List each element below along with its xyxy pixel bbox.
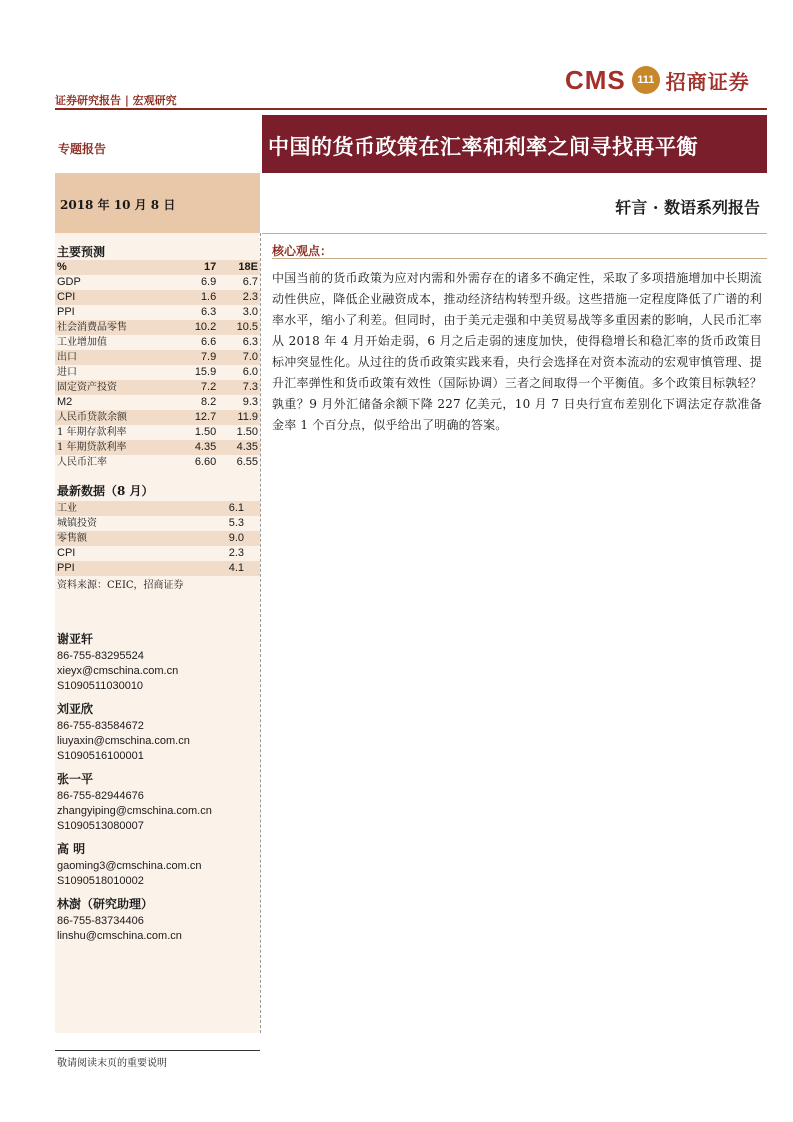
value-2018e: 2.3 (218, 290, 260, 305)
analyst-contact: 86-755-82944676 (57, 790, 144, 802)
value-2017: 6.3 (200, 306, 217, 318)
table-row (55, 440, 260, 455)
row-value: 6.1 (172, 501, 260, 516)
table-row (55, 305, 260, 320)
value-2018e: 6.7 (242, 276, 258, 288)
row-label: 进口 (57, 367, 77, 378)
row-value: 4.1 (172, 561, 260, 576)
analyst-contact: gaoming3@cmschina.com.cn (57, 860, 202, 872)
analyst-contact: S1090516100001 (57, 750, 144, 762)
series-divider (262, 233, 767, 234)
analyst-entry (57, 702, 212, 764)
table-row (55, 320, 260, 335)
row-label: 工业 (55, 501, 172, 516)
analyst-name: 张一平 (57, 772, 94, 786)
core-view-divider (272, 258, 767, 259)
table-row (55, 275, 260, 290)
analyst-contact: 86-755-83295524 (57, 650, 144, 662)
row-label: 固定资产投资 (55, 380, 177, 395)
value-2018e: 6.0 (242, 366, 258, 378)
table-row (55, 395, 260, 410)
row-label: 出口 (55, 350, 177, 365)
value-2018e: 3.0 (242, 306, 258, 318)
column-header: 17 (177, 260, 219, 275)
logo-chinese: 招商证券 (665, 69, 750, 94)
analyst-contact: S1090513080007 (57, 820, 144, 832)
table-row (55, 546, 260, 561)
analyst-name: 林澍（研究助理） (57, 897, 154, 911)
report-category-label: 证券研究报告 | 宏观研究 (55, 94, 177, 107)
logo-latin: CMS (565, 64, 626, 95)
row-label: 零售额 (55, 531, 172, 546)
cms-logo (565, 62, 750, 98)
row-label: CPI (57, 547, 76, 559)
column-header: 18E (218, 260, 260, 275)
analyst-block (57, 632, 212, 952)
title-bar (262, 115, 767, 173)
footer-divider (55, 1050, 260, 1051)
table-row (55, 410, 260, 425)
value-2017: 15.9 (194, 366, 217, 378)
data-source: 资料来源：CEIC，招商证券 (57, 580, 184, 591)
value-2017: 7.2 (177, 380, 219, 395)
row-value: 2.3 (228, 547, 244, 559)
row-label: 城镇投资 (57, 518, 97, 529)
latest-table (55, 501, 260, 576)
table-row (55, 501, 260, 516)
value-2018e: 6.3 (242, 336, 258, 348)
table-row (55, 425, 260, 440)
value-2017: 12.7 (177, 410, 219, 425)
table-row (55, 290, 260, 305)
analyst-contact: 86-755-83584672 (57, 720, 144, 732)
analyst-contact: xieyx@cmschina.com.cn (57, 665, 179, 677)
footer-note: 敬请阅读末页的重要说明 (57, 1058, 167, 1069)
analyst-entry (57, 772, 212, 834)
report-type: 专题报告 (58, 142, 107, 156)
header-divider (55, 108, 767, 110)
value-2017: 8.2 (200, 396, 217, 408)
value-2018e: 4.35 (218, 440, 260, 455)
core-view-body: 中国当前的货币政策为应对内需和外需存在的诸多不确定性，采取了多项措施增加中长期流动性供应，降低企业融资成本，推动经济结构转型升级。这些措施一定程度降低了广谱的利率水平，缩小了利差。但同时，由于美元走强和中美贸易战等多重因素的影响，人民币汇率从 2018 年 4 月开始走弱，6 月之后走弱的速度加快，使得稳增长和稳汇率的货币政策目标冲突显性化。从过往的货币政策实践来看，央行会选择在对资本流动的宏观审慎管理、提升汇率弹性和货币政策有效性（国际协调）三者之间取得一个平衡值。多个政策目标孰轻？孰重？9 月外汇储备余额下降 227 亿美元，10 月 7 日央行宣布差别化下调法定存款准备金率 1 个百分点，似乎给出了明确的答案。 (272, 271, 762, 432)
row-label: 1 年期贷款利率 (55, 440, 177, 455)
row-label: PPI (55, 561, 172, 576)
latest-section (55, 482, 260, 591)
analyst-entry (57, 897, 212, 944)
analyst-name: 刘亚欣 (57, 702, 94, 716)
value-2017: 7.9 (177, 350, 219, 365)
table-row (55, 561, 260, 576)
analyst-entry (57, 842, 212, 889)
value-2017: 10.2 (177, 320, 219, 335)
table-row (55, 350, 260, 365)
value-2018e: 11.9 (218, 410, 260, 425)
value-2018e: 7.3 (218, 380, 260, 395)
row-label: 1 年期存款利率 (57, 427, 127, 438)
table-row (55, 455, 260, 470)
analyst-entry (57, 632, 212, 694)
row-value: 5.3 (228, 517, 244, 529)
analyst-name: 高 明 (57, 842, 86, 856)
table-row (55, 531, 260, 546)
analyst-contact: linshu@cmschina.com.cn (57, 930, 182, 942)
table-row (55, 380, 260, 395)
row-label: 工业增加值 (57, 337, 107, 348)
analyst-contact: zhangyiping@cmschina.com.cn (57, 805, 212, 817)
row-label: 人民币汇率 (57, 457, 107, 468)
report-date: 2018 年 10 月 8 日 (60, 198, 176, 212)
column-header: % (55, 260, 177, 275)
forecast-title: 主要预测 (57, 245, 106, 259)
core-view-title: 核心观点： (272, 244, 333, 258)
value-2017: 6.6 (200, 336, 217, 348)
value-2017: 6.9 (200, 276, 217, 288)
sidebar-divider (260, 233, 262, 1033)
analyst-contact: S1090511030010 (57, 680, 144, 692)
value-2017: 1.50 (194, 426, 217, 438)
row-label: GDP (57, 276, 81, 288)
forecast-section (55, 243, 260, 470)
table-row (55, 365, 260, 380)
row-value: 9.0 (172, 531, 260, 546)
row-label: 人民币贷款余额 (55, 410, 177, 425)
value-2018e: 6.55 (236, 456, 258, 468)
latest-title: 最新数据（8 月） (57, 484, 154, 498)
value-2017: 1.6 (177, 290, 219, 305)
row-label: M2 (57, 396, 73, 408)
analyst-name: 谢亚轩 (57, 632, 94, 646)
table-row (55, 335, 260, 350)
analyst-contact: S1090518010002 (57, 875, 144, 887)
value-2018e: 10.5 (218, 320, 260, 335)
row-label: 社会消费品零售 (55, 320, 177, 335)
row-label: CPI (55, 290, 177, 305)
row-label: PPI (57, 306, 75, 318)
analyst-contact: 86-755-83734406 (57, 915, 144, 927)
series-name: 轩言 · 数语系列报告 (615, 198, 760, 217)
page-title: 中国的货币政策在汇率和利率之间寻找再平衡 (268, 134, 698, 159)
table-row (55, 516, 260, 531)
logo-badge-icon: 111 (632, 66, 660, 94)
table-header-row (55, 260, 260, 275)
value-2018e: 9.3 (242, 396, 258, 408)
analyst-contact: liuyaxin@cmschina.com.cn (57, 735, 190, 747)
value-2017: 4.35 (177, 440, 219, 455)
value-2018e: 1.50 (236, 426, 258, 438)
value-2018e: 7.0 (218, 350, 260, 365)
value-2017: 6.60 (194, 456, 217, 468)
forecast-table (55, 260, 260, 470)
